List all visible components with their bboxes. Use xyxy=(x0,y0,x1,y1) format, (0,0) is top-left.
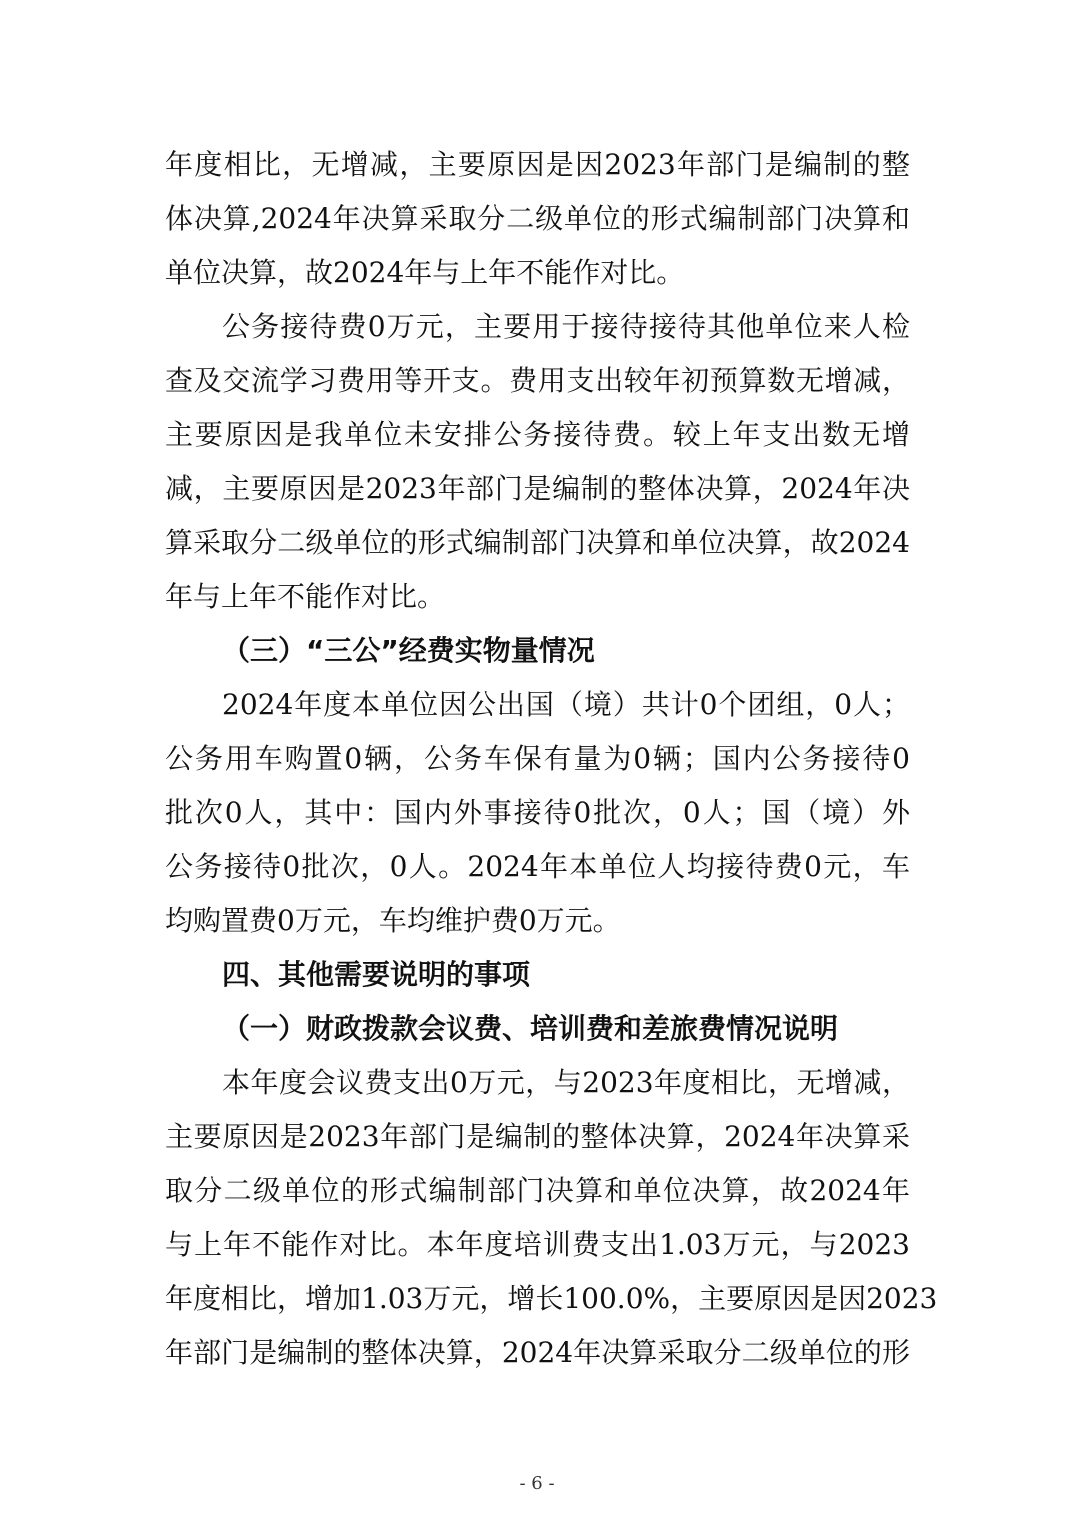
body-text-line: 2024年度本单位因公出国（境）共计0个团组，0人； xyxy=(222,688,910,721)
body-text-line: 取分二级单位的形式编制部门决算和单位决算，故2024年 xyxy=(165,1174,910,1207)
body-text-line: 批次0人，其中：国内外事接待0批次，0人；国（境）外 xyxy=(165,796,910,829)
body-text-line: 体决算,2024年决算采取分二级单位的形式编制部门决算和 xyxy=(165,202,910,235)
body-text-line: 均购置费0万元，车均维护费0万元。 xyxy=(165,904,621,937)
page-number: - 6 - xyxy=(519,1473,555,1494)
body-text-line: 本年度会议费支出0万元，与2023年度相比，无增减， xyxy=(222,1066,910,1099)
body-text-line: 查及交流学习费用等开支。费用支出较年初预算数无增减， xyxy=(165,364,910,397)
body-text-line: 主要原因是我单位未安排公务接待费。较上年支出数无增 xyxy=(165,418,910,451)
body-text-line: 年度相比，增加1.03万元，增长100.0%，主要原因是因2023 xyxy=(165,1282,938,1315)
body-text-line: 算采取分二级单位的形式编制部门决算和单位决算，故2024 xyxy=(165,526,910,559)
body-text-line: 年部门是编制的整体决算，2024年决算采取分二级单位的形 xyxy=(165,1336,910,1369)
body-text-line: 单位决算，故2024年与上年不能作对比。 xyxy=(165,256,685,289)
section-subheading: （一）财政拨款会议费、培训费和差旅费情况说明 xyxy=(222,1012,839,1045)
body-text-line: 减，主要原因是2023年部门是编制的整体决算，2024年决 xyxy=(165,472,910,505)
body-text-line: 年度相比，无增减，主要原因是因2023年部门是编制的整 xyxy=(165,148,910,181)
body-text-line: 公务接待0批次，0人。2024年本单位人均接待费0元，车 xyxy=(165,850,910,883)
section-heading: 四、其他需要说明的事项 xyxy=(222,958,531,991)
body-text-line: 年与上年不能作对比。 xyxy=(165,580,446,613)
body-text-line: 公务用车购置0辆，公务车保有量为0辆；国内公务接待0 xyxy=(165,742,910,775)
section-subheading: （三）“三公”经费实物量情况 xyxy=(222,634,595,667)
body-text-line: 与上年不能作对比。本年度培训费支出1.03万元，与2023 xyxy=(165,1228,910,1261)
body-text-line: 公务接待费0万元，主要用于接待接待其他单位来人检 xyxy=(222,310,910,343)
body-text-line: 主要原因是2023年部门是编制的整体决算，2024年决算采 xyxy=(165,1120,910,1153)
